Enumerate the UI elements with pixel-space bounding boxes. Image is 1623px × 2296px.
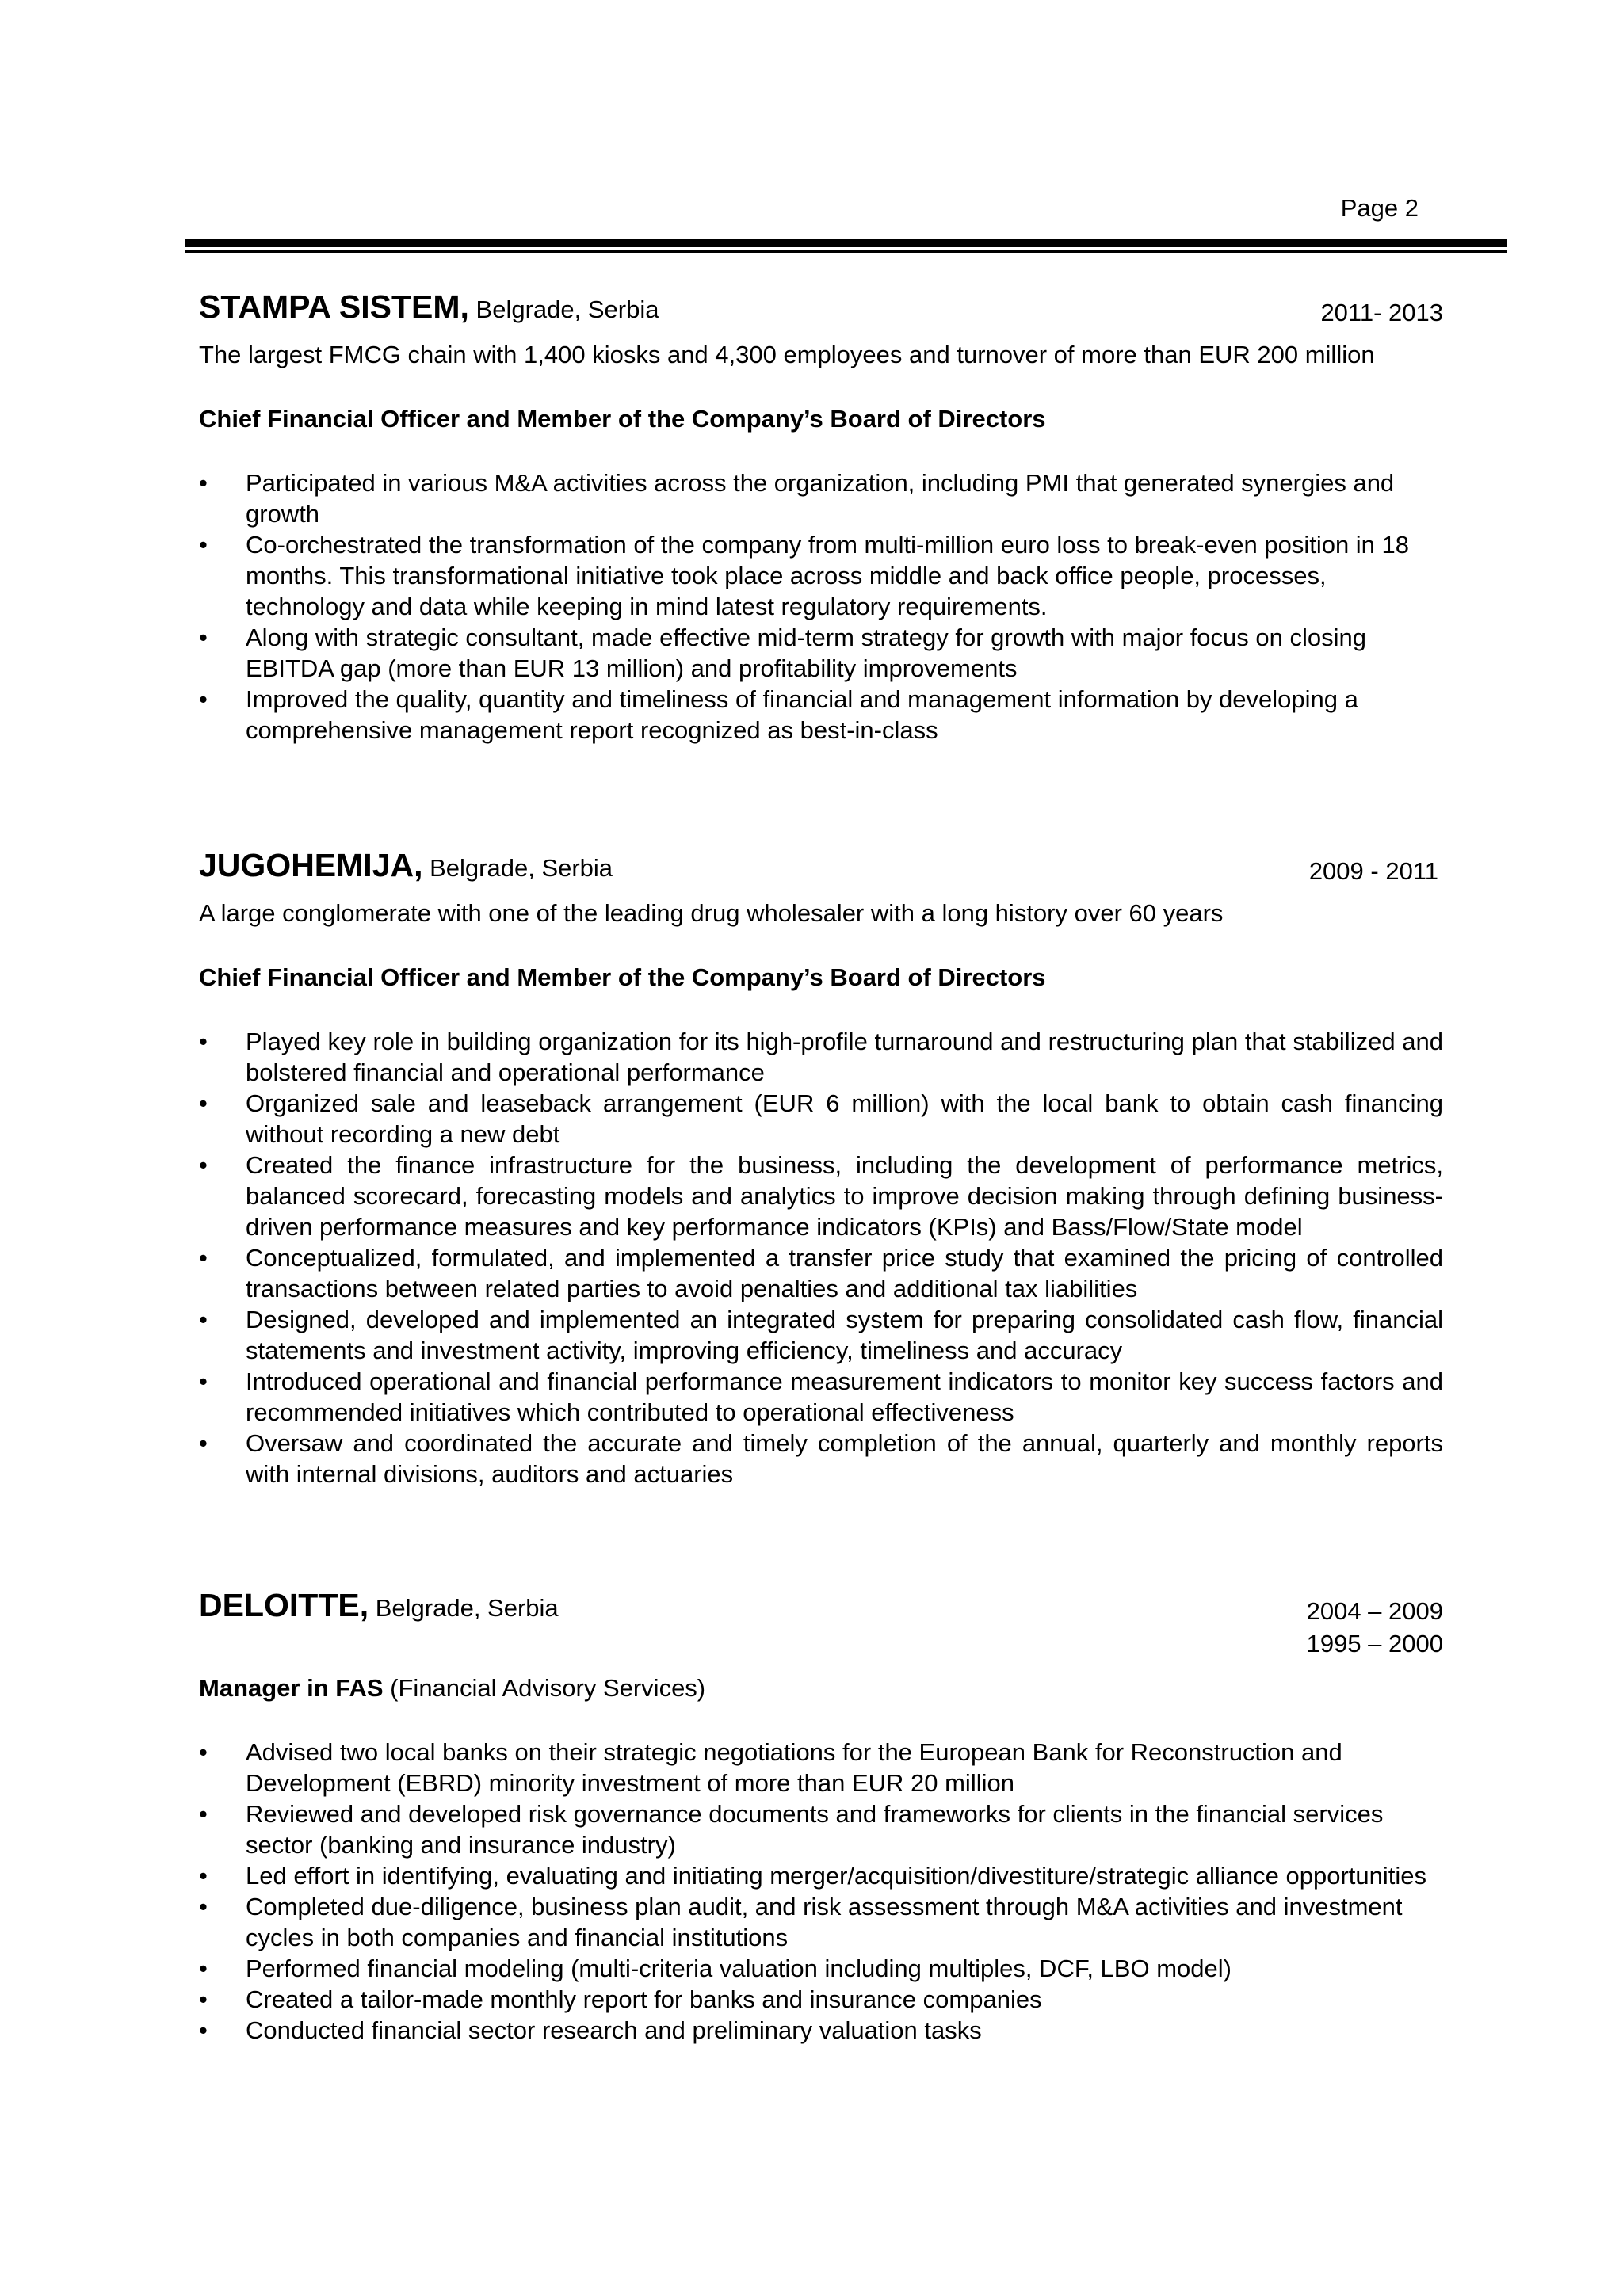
bullet-icon: • <box>199 1738 208 1766</box>
bullet-icon: • <box>199 1306 208 1333</box>
list-item <box>199 529 1443 622</box>
list-item-text: Performed financial modeling (multi-criteria valuation including multiples, DCF, LBO model) <box>246 1955 1232 1982</box>
bullet-icon: • <box>199 1955 208 1982</box>
list-item <box>199 1304 1443 1366</box>
date-range: 2009 - 2011 <box>1308 857 1438 885</box>
company-description: A large conglomerate with one of the leading drug wholesaler with a long history over 60 years <box>199 899 1224 927</box>
company-name: STAMPA SISTEM, <box>199 288 469 325</box>
list-item <box>199 2015 1443 2046</box>
section-heading <box>199 847 1443 887</box>
section-heading <box>199 1587 1443 1657</box>
bullet-icon: • <box>199 1985 208 2013</box>
list-item-text: Created the finance infrastructure for the business, including the development of performance metrics, balanced scorecard, forecasting models and analytics to improve decision making through defining business-driven performance measures and key performance indicators (KPIs) and Bass/Flow/State model <box>246 1151 1443 1241</box>
bullet-icon: • <box>199 531 208 559</box>
list-item <box>199 1860 1443 1891</box>
list-item-text: Participated in various M&A activities across the organization, including PMI that generated synergies and growth <box>246 469 1395 528</box>
list-item-text: Completed due-diligence, business plan audit, and risk assessment through M&A activities and investment cycles in both companies and financial institutions <box>246 1893 1403 1951</box>
list-item <box>199 1088 1443 1150</box>
bullet-icon: • <box>199 1800 208 1828</box>
list-item <box>199 622 1443 684</box>
employment-dates <box>1307 1595 1443 1660</box>
job-title <box>199 1672 1443 1703</box>
list-item-text: Improved the quality, quantity and timeliness of financial and management information by developing a comprehensive management report recognized as best-in-class <box>246 685 1358 744</box>
bullet-icon: • <box>199 1151 208 1179</box>
bullet-icon: • <box>199 1028 208 1055</box>
list-item-text: Introduced operational and financial performance measurement indicators to monitor key success factors and recommended initiatives which contributed to operational effectiveness <box>246 1367 1443 1426</box>
list-item <box>199 1428 1443 1489</box>
header-rule-thin <box>185 250 1507 253</box>
list-item <box>199 1984 1443 2015</box>
job-title-detail: (Financial Advisory Services) <box>390 1674 706 1702</box>
job-title: Chief Financial Officer and Member of the Company’s Board of Directors <box>199 405 1046 433</box>
list-item-text: Conceptualized, formulated, and implemented a transfer price study that examined the pricing of controlled transactions between related parties to avoid penalties and additional tax liabilities <box>246 1244 1443 1302</box>
list-item-text: Advised two local banks on their strategic negotiations for the European Bank for Reconstruction and Development (EBRD) minority investment of more than EUR 20 million <box>246 1738 1342 1797</box>
company-location: Belgrade, Serbia <box>375 1594 559 1622</box>
company-location: Belgrade, Serbia <box>430 854 613 882</box>
company-location: Belgrade, Serbia <box>475 296 659 323</box>
section-stampa-sistem <box>199 288 1443 746</box>
bullet-icon: • <box>199 624 208 651</box>
bullet-icon: • <box>199 1893 208 1920</box>
list-item-text: Along with strategic consultant, made effective mid-term strategy for growth with major focus on closing EBITDA gap (more than EUR 13 million) and profitability improvements <box>246 624 1366 682</box>
list-item <box>199 684 1443 746</box>
job-title-bold: Manager in FAS <box>199 1674 384 1702</box>
bullet-icon: • <box>199 1367 208 1395</box>
bullet-icon: • <box>199 1089 208 1117</box>
bullet-icon: • <box>199 1429 208 1457</box>
list-item <box>199 1953 1443 1984</box>
list-item-text: Created a tailor-made monthly report for banks and insurance companies <box>246 1985 1042 2013</box>
list-item <box>199 1150 1443 1242</box>
employment-dates <box>1320 296 1443 329</box>
job-title: Chief Financial Officer and Member of the Company’s Board of Directors <box>199 963 1046 991</box>
list-item <box>199 1798 1443 1860</box>
list-item-text: Designed, developed and implemented an integrated system for preparing consolidated cash flow, financial statements and investment activity, improving efficiency, timeliness and accuracy <box>246 1306 1443 1364</box>
list-item-text: Reviewed and developed risk governance documents and frameworks for clients in the financial services sector (banking and insurance industry) <box>246 1800 1384 1859</box>
bullet-icon: • <box>199 1862 208 1890</box>
company-name: DELOITTE, <box>199 1587 369 1623</box>
list-item-text: Organized sale and leaseback arrangement (EUR 6 million) with the local bank to obtain cash financing without recording a new debt <box>246 1089 1443 1148</box>
section-jugohemija <box>199 847 1443 1489</box>
list-item <box>199 467 1443 529</box>
list-item-text: Led effort in identifying, evaluating and initiating merger/acquisition/divestiture/strategic alliance opportunities <box>246 1862 1427 1890</box>
list-item-text: Conducted financial sector research and preliminary valuation tasks <box>246 2016 982 2044</box>
bullet-icon: • <box>199 685 208 713</box>
bullet-icon: • <box>199 469 208 497</box>
bullet-icon: • <box>199 2016 208 2044</box>
date-range: 1995 – 2000 <box>1306 1630 1443 1657</box>
section-heading <box>199 288 1443 328</box>
achievement-list <box>199 467 1443 746</box>
company-name: JUGOHEMIJA, <box>199 847 423 883</box>
header-rule-thick <box>185 239 1507 247</box>
date-range: 2011- 2013 <box>1320 299 1443 326</box>
achievement-list <box>199 1026 1443 1489</box>
date-range: 2004 – 2009 <box>1306 1597 1443 1625</box>
list-item-text: Oversaw and coordinated the accurate and timely completion of the annual, quarterly and monthly reports with internal divisions, auditors and actuaries <box>246 1429 1443 1488</box>
list-item <box>199 1366 1443 1428</box>
list-item-text: Co-orchestrated the transformation of the company from multi-million euro loss to break-even position in 18 months. This transformational initiative took place across middle and back office people, processes, technology and data while keeping in mind latest regulatory requirements. <box>246 531 1410 620</box>
list-item <box>199 1737 1443 1798</box>
page-number: Page 2 <box>1340 194 1419 222</box>
company-description: The largest FMCG chain with 1,400 kiosks and 4,300 employees and turnover of more than EUR 200 million <box>199 341 1375 368</box>
employment-dates <box>1309 855 1438 887</box>
list-item <box>199 1026 1443 1088</box>
list-item-text: Played key role in building organization for its high-profile turnaround and restructuring plan that stabilized and bolstered financial and operational performance <box>246 1028 1443 1086</box>
list-item <box>199 1891 1443 1953</box>
list-item <box>199 1242 1443 1304</box>
bullet-icon: • <box>199 1244 208 1272</box>
achievement-list <box>199 1737 1443 2046</box>
section-deloitte <box>199 1587 1443 2046</box>
